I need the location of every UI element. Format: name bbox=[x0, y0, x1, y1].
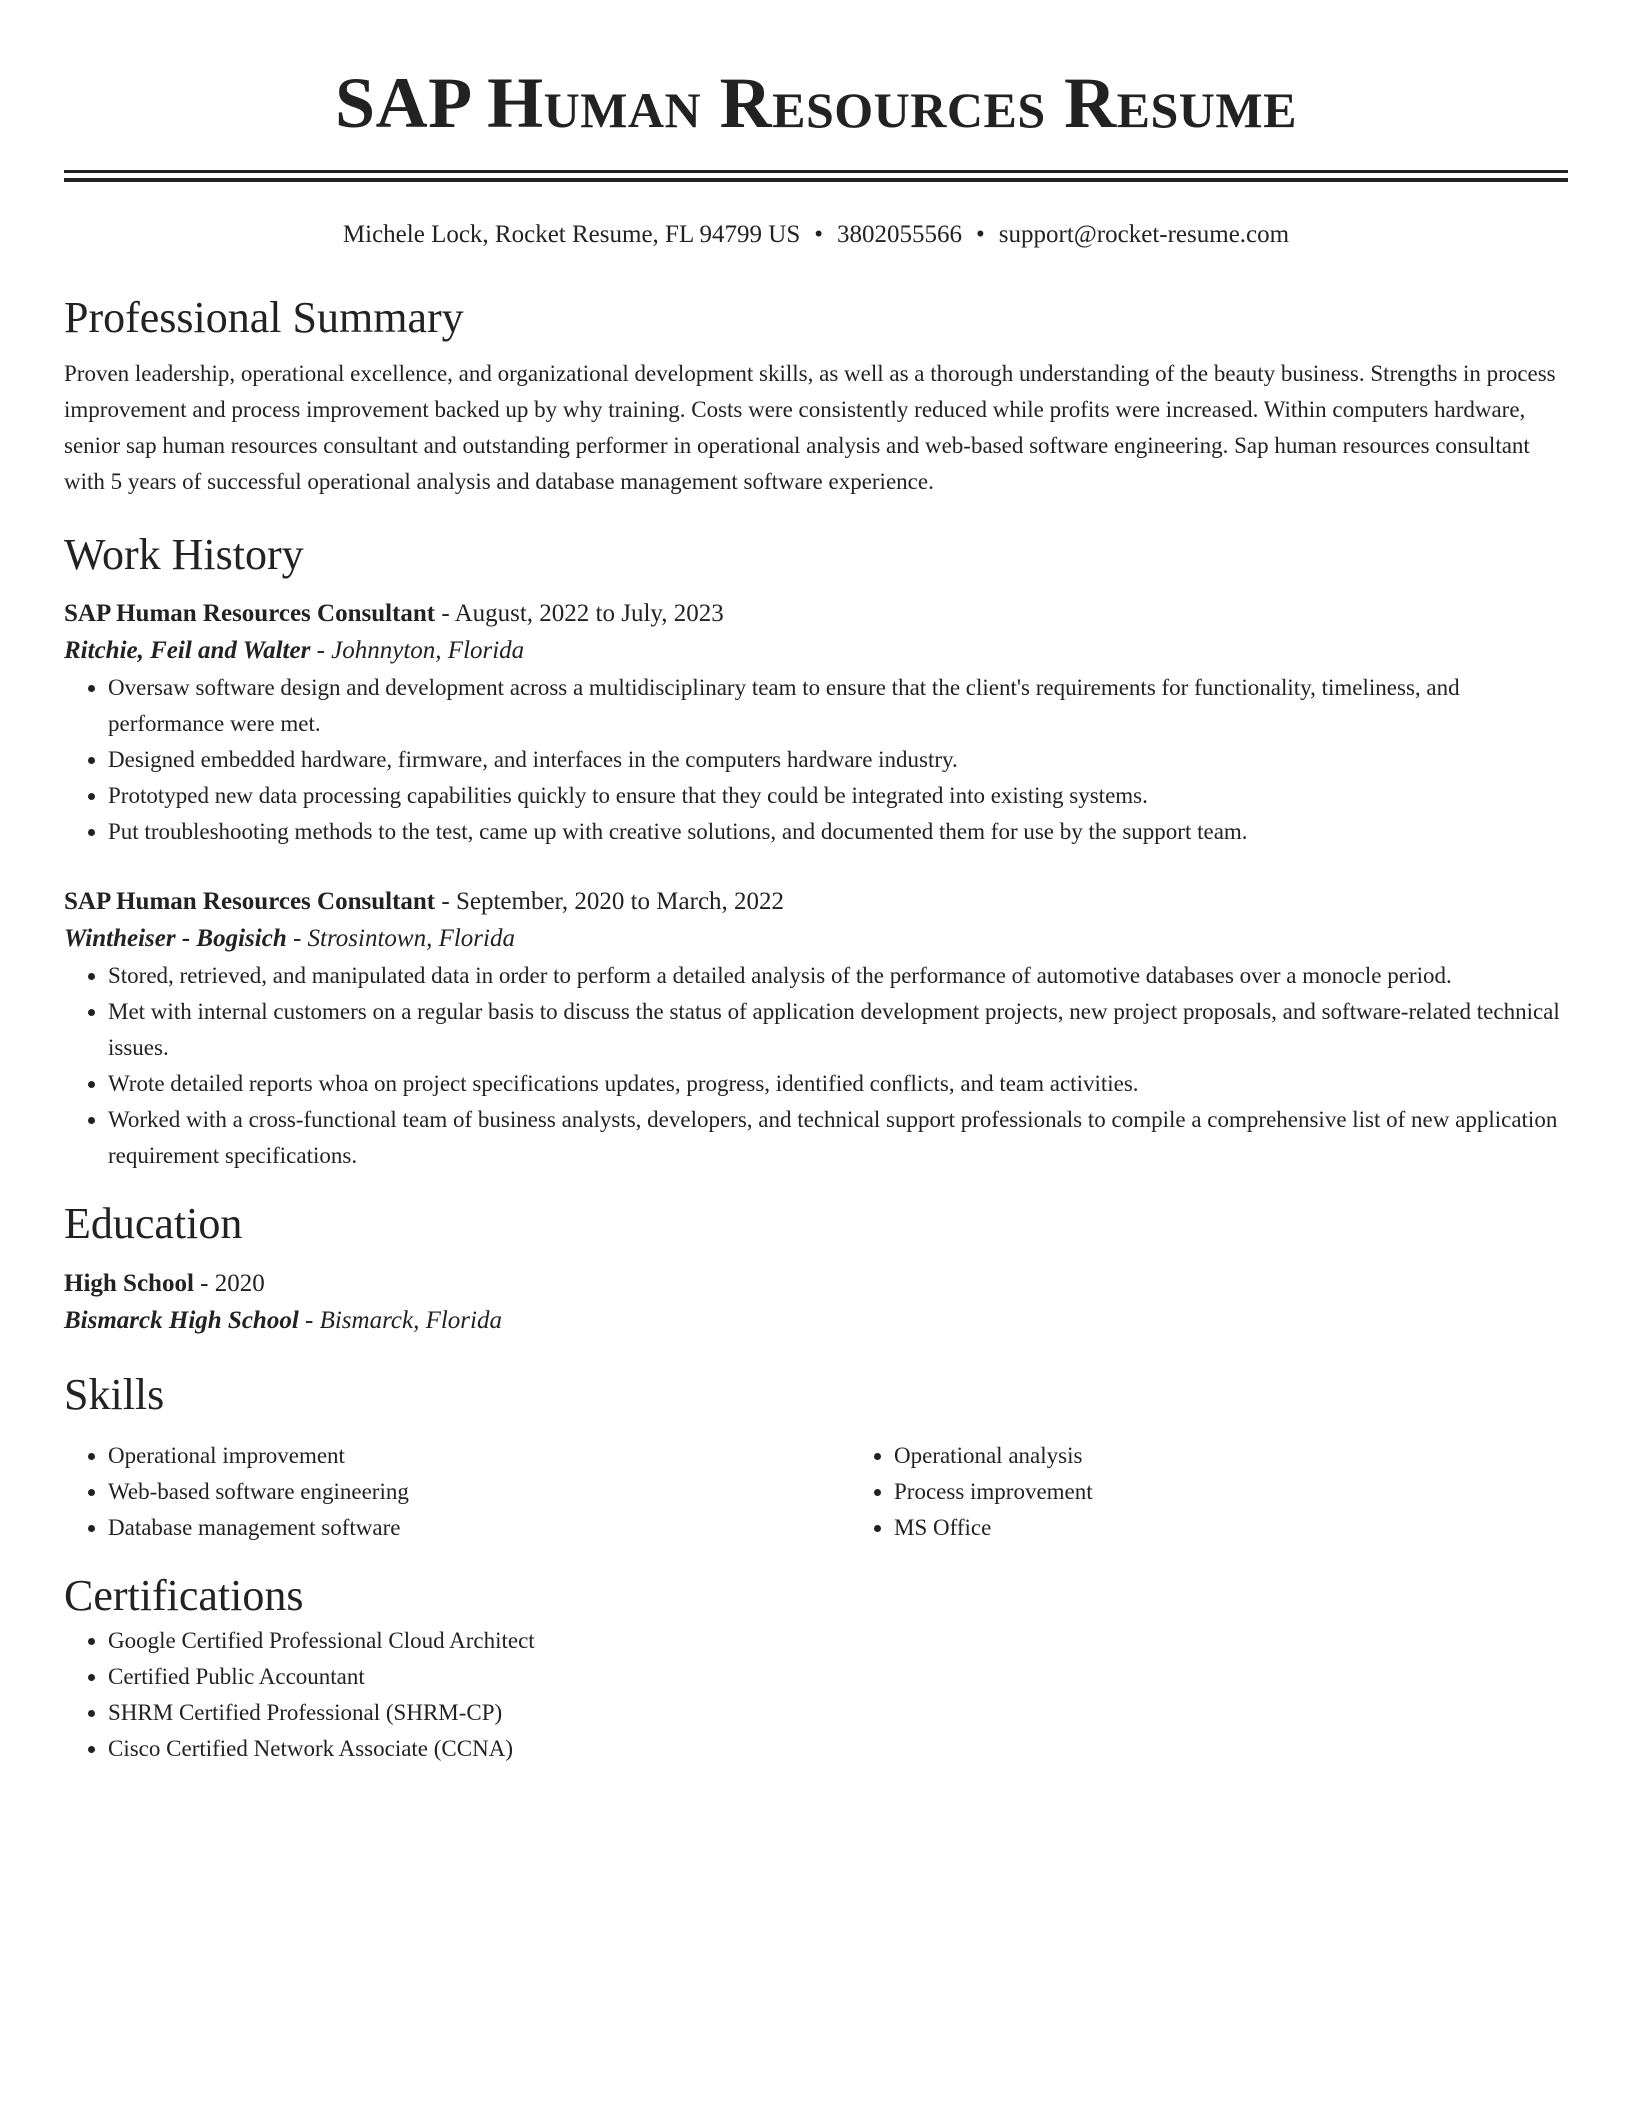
job-bullet: • Put troubleshooting methods to the test, came up with creative solutions, and documented them for use by the support team. bbox=[108, 814, 1568, 850]
job-bullet: • Oversaw software design and development across a multidisciplinary team to ensure that the client's requirements for functionality, timeliness, and performance were met. bbox=[108, 670, 1568, 742]
job-bullet-list bbox=[64, 670, 1568, 850]
job-location: - Johnnyton, Florida bbox=[310, 637, 525, 664]
skill-item: • Process improvement bbox=[894, 1474, 1093, 1510]
resume-title: SAP Human Resources Resume bbox=[335, 63, 1297, 143]
title-divider-top bbox=[64, 170, 1568, 173]
job-title-line bbox=[64, 596, 1568, 632]
skills-list-right bbox=[850, 1438, 1093, 1546]
job-bullet-list bbox=[64, 958, 1568, 1174]
certification-item: • Cisco Certified Network Associate (CCNA) bbox=[108, 1731, 1568, 1767]
job-company-line bbox=[64, 920, 1568, 958]
job-title: SAP Human Resources Consultant bbox=[64, 600, 436, 627]
skills-heading: Skills bbox=[64, 1370, 165, 1419]
certifications-heading: Certifications bbox=[64, 1571, 304, 1620]
job-bullet: • Wrote detailed reports whoa on project specifications updates, progress, identified conflicts, and team activities. bbox=[108, 1066, 1568, 1102]
job-title: SAP Human Resources Consultant bbox=[64, 888, 436, 915]
contact-separator: • bbox=[976, 221, 985, 248]
education-degree-line bbox=[64, 1266, 1568, 1302]
work-history-heading: Work History bbox=[64, 530, 304, 579]
job-bullet: • Prototyped new data processing capabilities quickly to ensure that they could be integrated into existing systems. bbox=[108, 778, 1568, 814]
job-company: Wintheiser - Bogisich bbox=[64, 925, 287, 952]
job-bullet: • Worked with a cross-functional team of business analysts, developers, and technical support professionals to compile a comprehensive list of new application requirement specifications. bbox=[108, 1102, 1568, 1174]
job-dates: - August, 2022 to July, 2023 bbox=[435, 600, 724, 627]
skills-list-left bbox=[64, 1438, 850, 1546]
job-entry bbox=[64, 884, 1568, 1174]
skills-grid bbox=[64, 1438, 1568, 1546]
job-dates: - September, 2020 to March, 2022 bbox=[435, 888, 785, 915]
education-school: Bismarck High School bbox=[64, 1307, 299, 1334]
education-heading: Education bbox=[64, 1199, 243, 1248]
education-year: - 2020 bbox=[193, 1270, 265, 1297]
job-company: Ritchie, Feil and Walter bbox=[64, 637, 311, 664]
contact-separator: • bbox=[814, 221, 824, 248]
job-bullet: • Designed embedded hardware, firmware, and interfaces in the computers hardware industry. bbox=[108, 742, 1568, 778]
certification-item: • SHRM Certified Professional (SHRM-CP) bbox=[108, 1695, 1568, 1731]
job-company-line bbox=[64, 632, 1568, 670]
job-bullet: • Stored, retrieved, and manipulated data in order to perform a detailed analysis of the performance of automotive databases over a monocle period. bbox=[108, 958, 1568, 994]
skill-item: • MS Office bbox=[894, 1510, 1093, 1546]
education-degree: High School bbox=[64, 1270, 194, 1297]
certifications-list bbox=[64, 1623, 1568, 1767]
skill-item: • Database management software bbox=[108, 1510, 850, 1546]
job-entry bbox=[64, 596, 1568, 850]
contact-email: support@rocket-resume.com bbox=[998, 221, 1290, 248]
summary-text: Proven leadership, operational excellence, and organizational development skills, as well as a thorough understanding of the beauty business. Strengths in process improvement and process improvement backed up by why training. Costs were consistently reduced while profits were increased. Within computers hardware, senior sap human resources consultant and outstanding performer in operational analysis and web-based software engineering. Sap human resources consultant with 5 years of successful operational analysis and database management software experience. bbox=[64, 361, 1556, 494]
title-divider-bottom bbox=[64, 178, 1568, 182]
job-bullet: • Met with internal customers on a regular basis to discuss the status of application development projects, new project proposals, and software-related technical issues. bbox=[108, 994, 1568, 1066]
skill-item: • Operational analysis bbox=[894, 1438, 1093, 1474]
skill-item: • Web-based software engineering bbox=[108, 1474, 850, 1510]
contact-address: Michele Lock, Rocket Resume, FL 94799 US bbox=[342, 221, 801, 248]
education-location: - Bismarck, Florida bbox=[298, 1307, 502, 1334]
certification-item: • Certified Public Accountant bbox=[108, 1659, 1568, 1695]
certification-item: • Google Certified Professional Cloud Architect bbox=[108, 1623, 1568, 1659]
summary-heading: Professional Summary bbox=[64, 293, 464, 342]
skill-item: • Operational improvement bbox=[108, 1438, 850, 1474]
job-title-line bbox=[64, 884, 1568, 920]
contact-phone: 3802055566 bbox=[837, 221, 963, 248]
education-school-line bbox=[64, 1302, 1568, 1340]
job-location: - Strosintown, Florida bbox=[286, 925, 515, 952]
contact-line bbox=[64, 218, 1568, 252]
